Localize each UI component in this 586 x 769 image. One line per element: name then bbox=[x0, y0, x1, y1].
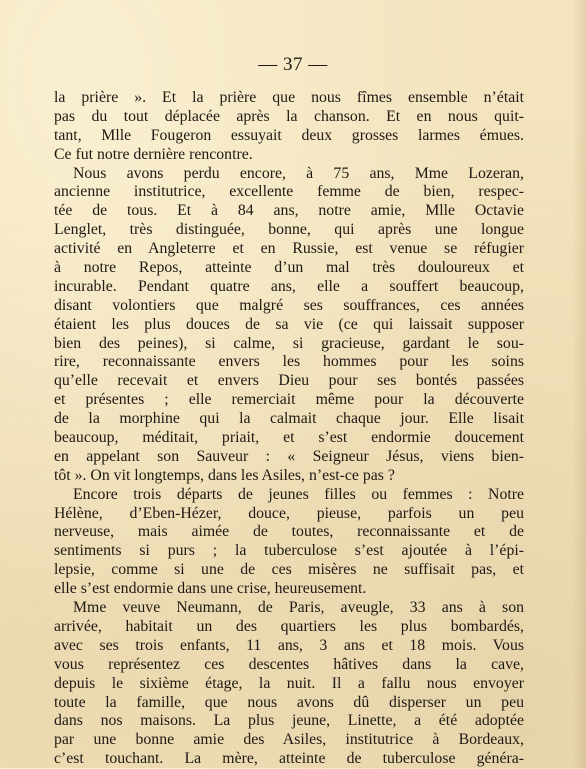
text-line: à notre Repos, atteinte d’un mal très douloureux et bbox=[54, 259, 524, 277]
text-line: sentiments si purs ; la tuberculose s’est ajoutée à l’épi- bbox=[54, 542, 524, 560]
text-line: ancienne institutrice, excellente femme de bien, respec- bbox=[54, 183, 524, 201]
text-line: Mme veuve Neumann, de Paris, aveugle, 33 ans à son bbox=[73, 599, 524, 617]
text-line: bien des peines), si calme, si gracieuse, gardant le sou- bbox=[54, 334, 524, 352]
text-line: vous représentez ces descentes hâtives dans la cave, bbox=[54, 655, 524, 673]
text-line: avec ses trois enfants, 11 ans, 3 ans et 18 mois. Vous bbox=[54, 636, 524, 654]
text-line: disant volontiers que malgré ses souffrances, ces années bbox=[54, 296, 524, 314]
text-line: tée de tous. Et à 84 ans, notre amie, Mlle Octavie bbox=[54, 202, 524, 220]
text-line: la prière ». Et la prière que nous fîmes ensemble n’était bbox=[54, 89, 524, 106]
text-line: toute la famille, que nous avons dû disperser un peu bbox=[54, 693, 524, 711]
text-line: Hélène, d’Eben-Hézer, douce, pieuse, parfois un peu bbox=[54, 504, 524, 522]
text-line: qu’elle recevait et envers Dieu pour ses bontés passées bbox=[54, 372, 524, 390]
text-line: elle s’est endormie dans une crise, heureusement. bbox=[54, 580, 367, 598]
text-line: nerveuse, mais aimée de toutes, reconnaissante et de bbox=[54, 523, 524, 541]
text-line: en appelant son Sauveur : « Seigneur Jésus, viens bien- bbox=[54, 447, 524, 465]
text-line: depuis le sixième étage, la nuit. Il a fallu nous envoyer bbox=[54, 674, 524, 692]
text-line: dans nos maisons. La plus jeune, Linette, a été adoptée bbox=[54, 712, 524, 730]
text-line: lepsie, comme si une de ces misères ne suffisait pas, et bbox=[54, 561, 524, 579]
text-line: rire, reconnaissante envers les hommes pour les soins bbox=[54, 353, 524, 371]
text-line: arrivée, habitait un des quartiers les plus bombardés, bbox=[54, 617, 524, 635]
text-line: Encore trois départs de jeunes filles ou femmes : Notre bbox=[73, 485, 524, 503]
text-line: de la morphine qui la calmait chaque jour. Elle lisait bbox=[54, 410, 524, 428]
text-line: Nous avons perdu encore, à 75 ans, Mme Lozeran, bbox=[73, 164, 524, 182]
text-line: beaucoup, méditait, priait, et s’est endormie doucement bbox=[54, 429, 524, 447]
text-line: c’est touchant. La mère, atteinte de tuberculose généra- bbox=[54, 750, 524, 768]
text-line: incurable. Pendant quatre ans, elle a souffert beaucoup, bbox=[54, 277, 524, 295]
text-line: Ce fut notre dernière rencontre. bbox=[54, 145, 253, 163]
text-line: pas du tout déplacée après la chanson. Et en nous quit- bbox=[54, 107, 524, 125]
text-line: Lenglet, très distinguée, bonne, qui après une longue bbox=[54, 221, 524, 239]
text-line: par une bonne amie des Asiles, institutrice à Bordeaux, bbox=[54, 731, 524, 749]
text-line: étaient les plus douces de sa vie (ce qui laissait supposer bbox=[54, 315, 524, 333]
text-line: et présentes ; elle remerciait même pour la découverte bbox=[54, 391, 524, 409]
text-line: activité en Angleterre et en Russie, est venue se réfugier bbox=[54, 240, 524, 258]
body-text bbox=[54, 89, 524, 769]
page-number: — 37 — bbox=[258, 54, 328, 75]
page-edge-shadow bbox=[572, 0, 586, 768]
text-line: tant, Mlle Fougeron essuyait deux grosses larmes émues. bbox=[54, 126, 524, 144]
text-line: tôt ». On vit longtemps, dans les Asiles, n’est-ce pas ? bbox=[54, 466, 395, 484]
